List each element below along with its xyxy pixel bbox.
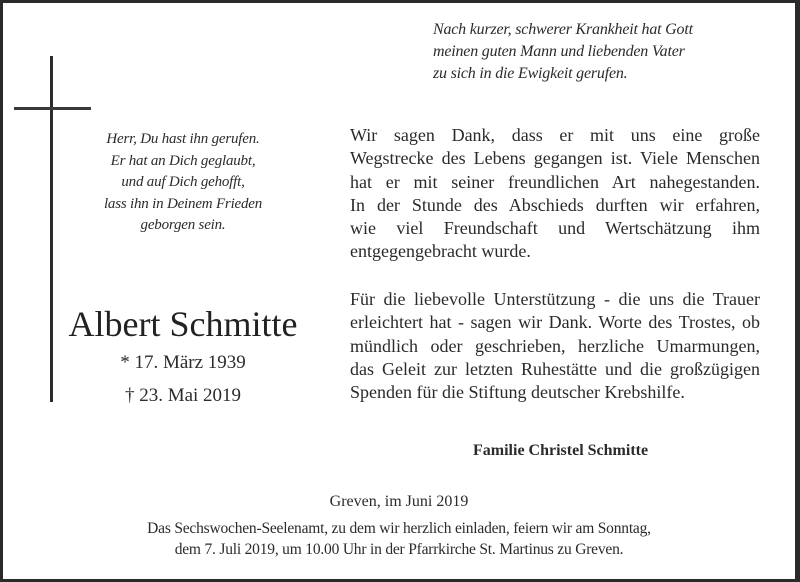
intro-text (433, 19, 773, 85)
prayer-line: Herr, Du hast ihn gerufen. (106, 131, 260, 147)
paragraph-line: Wir sagen Dank, dass er mit uns eine große (350, 125, 760, 145)
place-date: Greven, im Juni 2019 (329, 493, 469, 510)
paragraph-line: hat er mit seiner freundlichen Art nahegestanden. (350, 171, 760, 192)
deceased-name: Albert Schmitte (68, 304, 298, 344)
paragraph-line: erleichtert hat - sagen wir Dank. Worte des Trostes, ob (350, 312, 760, 333)
paragraph-line: entgegengebracht wurde. (350, 241, 531, 262)
paragraph-line: Wegstrecke des Lebens gegangen ist. Viele Menschen (350, 148, 760, 169)
paragraph-line: das Geleit zur letzten Ruhestätte und die großzügigen (350, 358, 760, 379)
intro-line: meinen guten Mann und liebenden Vater (433, 43, 685, 60)
thanks-paragraph-1 (350, 124, 760, 264)
prayer-verse (63, 129, 303, 237)
thanks-paragraph-2 (350, 288, 760, 404)
paragraph-line: Spenden für die Stiftung deutscher Krebshilfe. (350, 382, 685, 403)
intro-line: Nach kurzer, schwerer Krankheit hat Gott (433, 21, 693, 38)
cross-horizontal-beam (14, 107, 91, 110)
birth-date: * 17. März 1939 (120, 352, 246, 373)
obituary-notice (3, 3, 795, 579)
paragraph-line: wie viel Freundschaft und Wertschätzung ihm (350, 218, 760, 239)
paragraph-line: In der Stunde des Abschieds durften wir erfahren, (350, 194, 760, 215)
memorial-mass-notice (3, 518, 795, 560)
intro-line: zu sich in die Ewigkeit gerufen. (433, 65, 628, 82)
mass-line: Das Sechswochen-Seelenamt, zu dem wir herzlich einladen, feiern wir am Sonntag, (147, 520, 651, 537)
death-date: † 23. Mai 2019 (124, 385, 242, 406)
family-signature: Familie Christel Schmitte (473, 442, 649, 459)
prayer-line: geborgen sein. (140, 217, 226, 233)
paragraph-line: mündlich oder geschrieben, herzliche Umarmungen, (350, 335, 760, 356)
mass-line: dem 7. Juli 2019, um 10.00 Uhr in der Pfarrkirche St. Martinus zu Greven. (174, 541, 624, 558)
prayer-line: Er hat an Dich geglaubt, (110, 152, 256, 169)
prayer-line: und auf Dich gehofft, (121, 174, 245, 190)
prayer-line: lass ihn in Deinem Frieden (103, 195, 263, 212)
paragraph-line: Für die liebevolle Unterstützung - die uns die Trauer (350, 289, 760, 309)
